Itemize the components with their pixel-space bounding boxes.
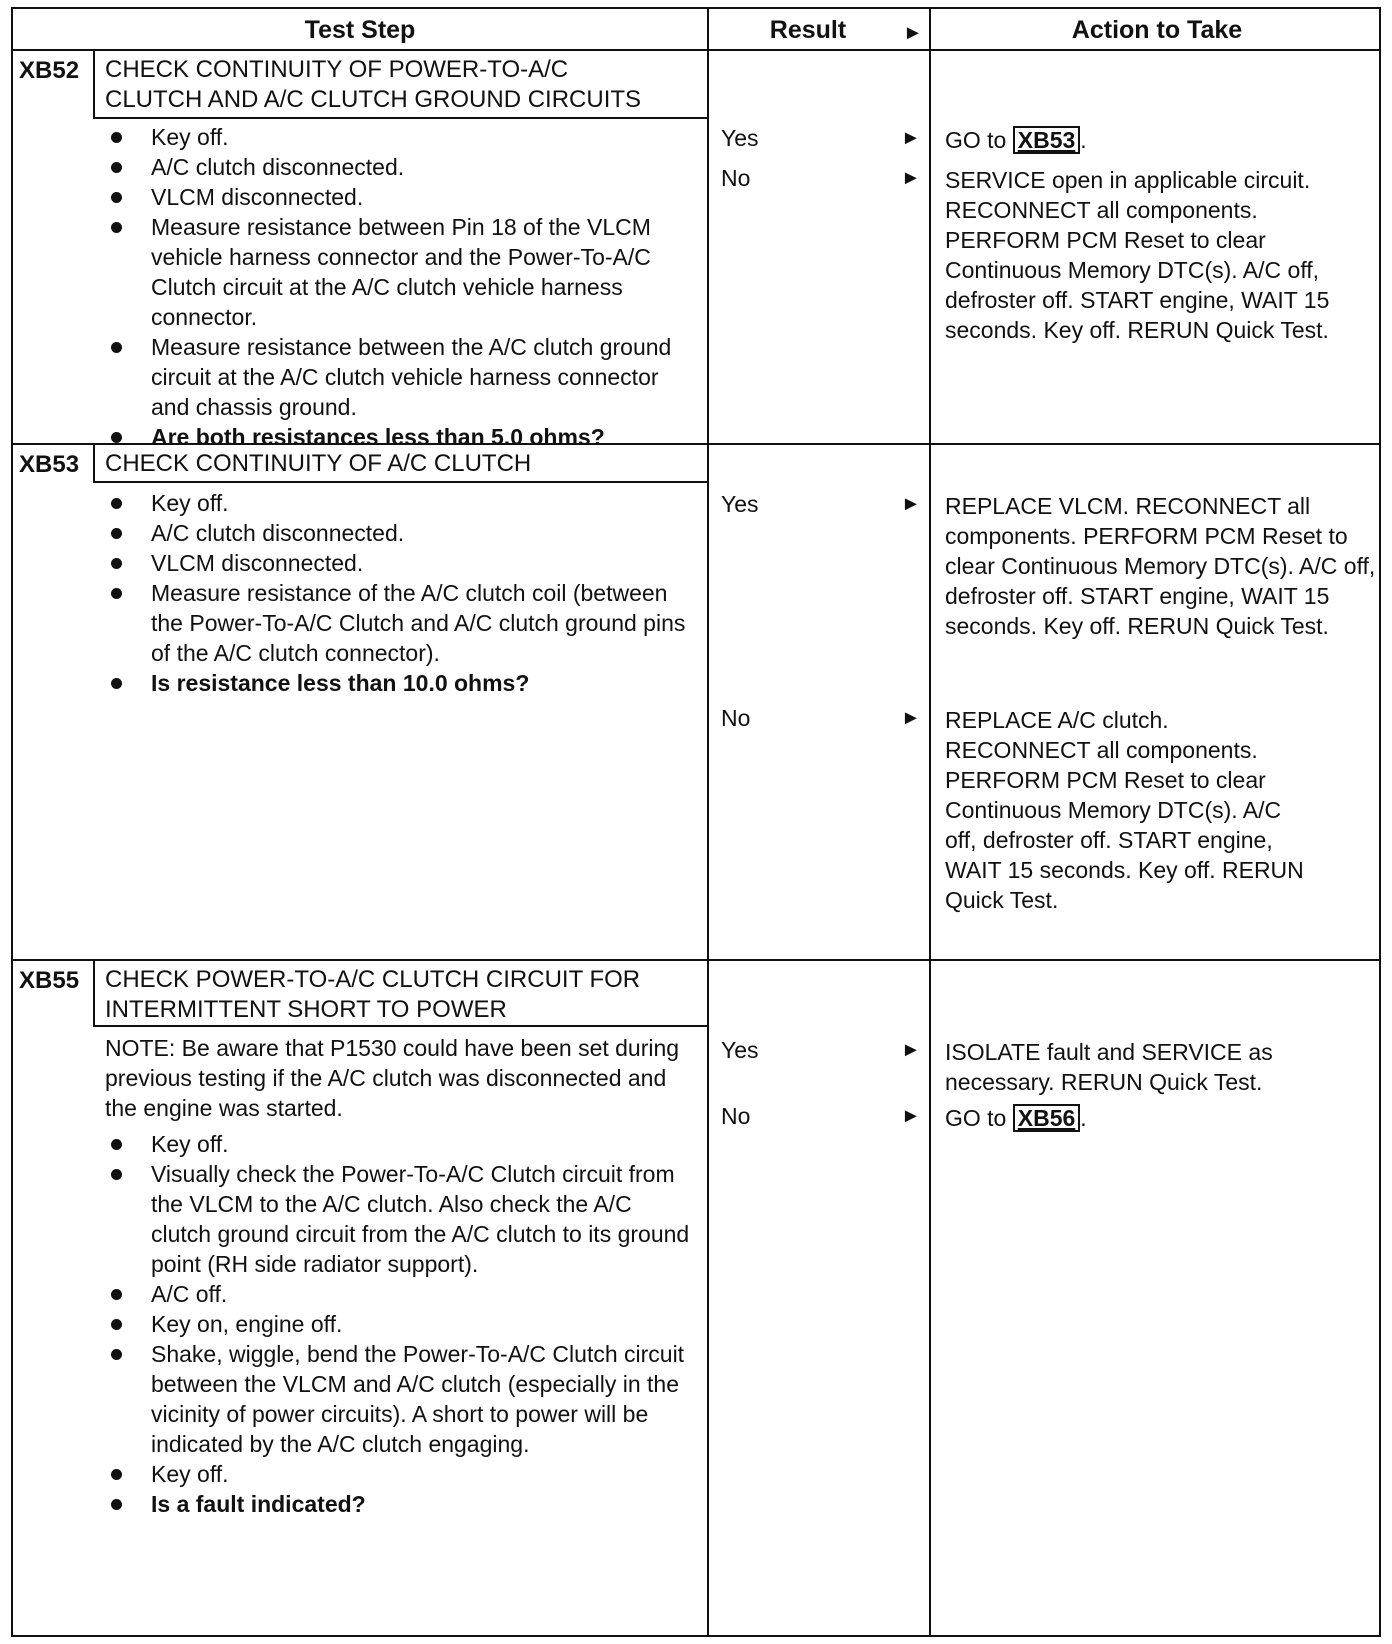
result-yes: Yes (721, 491, 759, 517)
step-title: CHECK POWER-TO-A/C CLUTCH CIRCUIT FOR INTERMITTENT SHORT TO POWER (105, 966, 641, 1023)
header-action: Action to Take (1071, 16, 1243, 44)
procedure-question: Is a fault indicated? (105, 1489, 695, 1519)
result-no: No (721, 165, 751, 191)
action-suffix: . (1080, 1105, 1087, 1131)
procedure-note: NOTE: Be aware that P1530 could have been set during previous testing if the A/C clutch was disconnected and the engine was started. (105, 1035, 680, 1121)
header-divider (13, 49, 1379, 51)
procedure-item: Measure resistance between Pin 18 of the VLCM vehicle harness connector and the Power-To-A/C Clutch circuit at the A/C clutch vehicle harness connector. (105, 212, 695, 332)
title-underline (93, 1025, 707, 1027)
procedure-item: Measure resistance between the A/C clutch ground circuit at the A/C clutch vehicle harness connector and chassis ground. (105, 332, 695, 422)
action-yes (945, 125, 1375, 155)
result-arrow-icon: ► (901, 707, 921, 729)
procedure-question: Are both resistances less than 5.0 ohms? (105, 422, 695, 452)
step-procedure (105, 122, 695, 452)
step-procedure (105, 1033, 695, 1519)
procedure-item: Key on, engine off. (105, 1309, 695, 1339)
step-reference-link[interactable]: XB53 (1013, 126, 1081, 154)
result-arrow-icon: ► (901, 167, 921, 189)
header-result: Result (769, 16, 847, 44)
column-divider-result (707, 9, 709, 1635)
result-yes: Yes (721, 125, 759, 151)
action-no (945, 1103, 1375, 1133)
procedure-item: A/C off. (105, 1279, 695, 1309)
step-reference-link[interactable]: XB56 (1013, 1104, 1081, 1132)
header-arrow-icon: ► (903, 22, 923, 44)
row-divider (13, 959, 1379, 961)
action-no: SERVICE open in applicable circuit. RECONNECT all components. PERFORM PCM Reset to clear Continuous Memory DTC(s). A/C off, defroster off. START engine, WAIT 15 seconds. Key off. RERUN Quick Test. (945, 167, 1330, 343)
diagnostic-table (11, 7, 1381, 1637)
procedure-item: Visually check the Power-To-A/C Clutch circuit from the VLCM to the A/C clutch. Also check the A/C clutch ground circuit from the A/C clutch to its ground point (RH side radiator support). (105, 1159, 695, 1279)
result-arrow-icon: ► (901, 493, 921, 515)
procedure-item: Measure resistance of the A/C clutch coil (between the Power-To-A/C Clutch and A/C clutch ground pins of the A/C clutch connector). (105, 578, 695, 668)
id-divider (93, 49, 95, 117)
title-underline (93, 117, 707, 119)
step-title: CHECK CONTINUITY OF A/C CLUTCH (105, 450, 532, 477)
result-arrow-icon: ► (901, 1039, 921, 1061)
result-arrow-icon: ► (901, 127, 921, 149)
action-prefix: GO to (945, 1105, 1007, 1131)
row-divider (13, 443, 1379, 445)
action-yes: REPLACE VLCM. RECONNECT all components. PERFORM PCM Reset to clear Continuous Memory DTC(s). A/C off, defroster off. START engine, WAIT 15 seconds. Key off. RERUN Quick Test. (945, 493, 1376, 639)
result-no: No (721, 1103, 751, 1129)
id-divider (93, 443, 95, 481)
step-id: XB52 (19, 57, 80, 84)
procedure-item: Key off. (105, 488, 695, 518)
procedure-item: A/C clutch disconnected. (105, 518, 695, 548)
id-divider (93, 959, 95, 1025)
procedure-question: Is resistance less than 10.0 ohms? (105, 668, 695, 698)
procedure-item: A/C clutch disconnected. (105, 152, 695, 182)
procedure-item: VLCM disconnected. (105, 182, 695, 212)
procedure-item: Key off. (105, 122, 695, 152)
action-suffix: . (1080, 127, 1087, 153)
step-id: XB53 (19, 451, 80, 478)
header-test-step: Test Step (304, 16, 416, 44)
action-prefix: GO to (945, 127, 1007, 153)
procedure-item: Key off. (105, 1459, 695, 1489)
step-title: CHECK CONTINUITY OF POWER-TO-A/C CLUTCH AND A/C CLUTCH GROUND CIRCUITS (105, 56, 642, 113)
action-no: REPLACE A/C clutch. RECONNECT all components. PERFORM PCM Reset to clear Continuous Memory DTC(s). A/C off, defroster off. START engine, WAIT 15 seconds. Key off. RERUN Quick Test. (945, 707, 1304, 913)
result-no: No (721, 705, 751, 731)
column-divider-action (929, 9, 931, 1635)
procedure-item: Shake, wiggle, bend the Power-To-A/C Clutch circuit between the VLCM and A/C clutch (especially in the vicinity of power circuits). A short to power will be indicated by the A/C clutch engaging. (105, 1339, 695, 1459)
step-procedure (105, 488, 695, 698)
step-id: XB55 (19, 967, 80, 994)
procedure-item: Key off. (105, 1129, 695, 1159)
result-yes: Yes (721, 1037, 759, 1063)
title-underline (93, 481, 707, 483)
procedure-item: VLCM disconnected. (105, 548, 695, 578)
action-yes: ISOLATE fault and SERVICE as necessary. RERUN Quick Test. (945, 1039, 1273, 1095)
result-arrow-icon: ► (901, 1105, 921, 1127)
